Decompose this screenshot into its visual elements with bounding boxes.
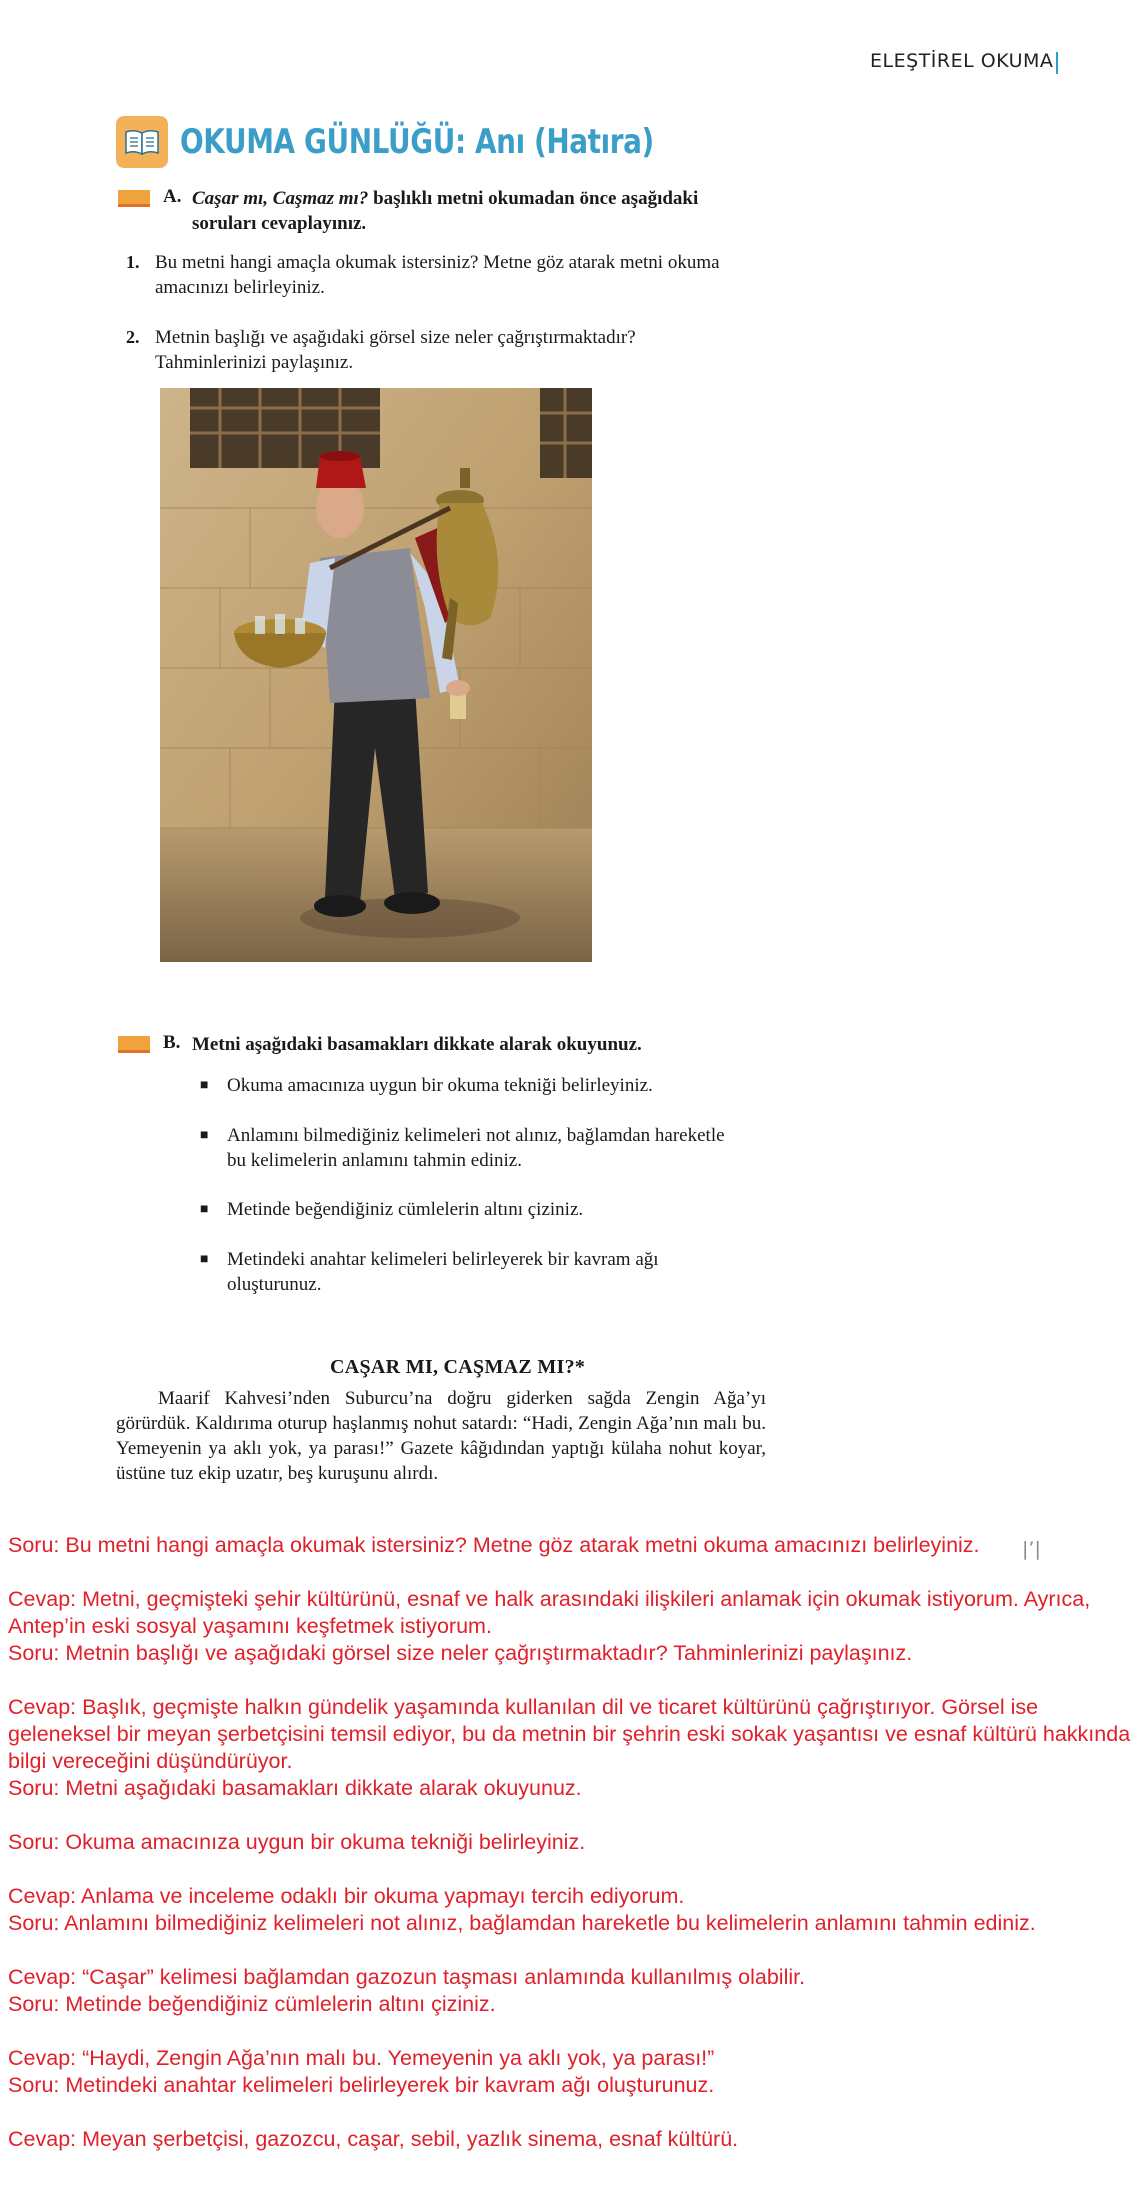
story-title: CAŞAR MI, CAŞMAZ MI?* bbox=[330, 1356, 586, 1378]
answer-text: Cevap: Başlık, geçmişte halkın gündelik yaşamında kullanılan dil ve ticaret kültürünü çağrıştırıyor. Görsel ise geleneksel bir meyan şerbetçisini temsil ediyor, bu da metnin bir şehrin eski sokak yaşantısı ve esnaf kültürü hakkında bilgi vereceğini düşündürüyor. bbox=[8, 1695, 1131, 1773]
book-icon bbox=[116, 116, 168, 168]
bullet-square-icon: ■ bbox=[200, 1252, 209, 1267]
question-number: 2. bbox=[126, 327, 140, 347]
question-line: amacınızı belirleyiniz. bbox=[155, 277, 325, 298]
section-a-text-line2: soruları cevaplayınız. bbox=[192, 213, 367, 234]
answer-question: Soru: Metni aşağıdaki basamakları dikkate alarak okuyunuz. bbox=[8, 1776, 582, 1800]
section-b-instruction: Metni aşağıdaki basamakları dikkate alarak okuyunuz. bbox=[192, 1034, 642, 1055]
bullet-line: Metindeki anahtar kelimeleri belirleyerek bir kavram ağı bbox=[227, 1249, 659, 1270]
bullet-line: Anlamını bilmediğiniz kelimeleri not alınız, bağlamdan hareketle bbox=[227, 1125, 725, 1146]
bullet-square-icon: ■ bbox=[200, 1202, 209, 1217]
vendor-photo bbox=[160, 388, 592, 962]
bullet-item bbox=[227, 1123, 787, 1173]
bullet-item bbox=[227, 1073, 787, 1098]
question-text bbox=[155, 250, 775, 300]
bullet-line: Metinde beğendiğiniz cümlelerin altını çiziniz. bbox=[227, 1199, 584, 1220]
title-row bbox=[116, 116, 758, 168]
running-header: ELEŞTİREL OKUMA bbox=[870, 50, 1054, 72]
answers-block bbox=[8, 1532, 1132, 2153]
section-a-letter: A. bbox=[163, 186, 182, 207]
question-number: 1. bbox=[126, 252, 140, 272]
section-a-text-line1: başlıklı metni okumadan önce aşağıdaki bbox=[368, 188, 699, 209]
question-line: Tahminlerinizi paylaşınız. bbox=[155, 352, 354, 373]
answer-question: Soru: Okuma amacınıza uygun bir okuma tekniği belirleyiniz. bbox=[8, 1830, 586, 1854]
bullet-line: oluşturunuz. bbox=[227, 1274, 322, 1295]
answer-text: Cevap: Metni, geçmişteki şehir kültürünü, esnaf ve halk arasındaki ilişkileri anlamak için okumak istiyorum. Ayrıca, Antep’in eski sosyal yaşamını keşfetmek istiyorum. bbox=[8, 1587, 1091, 1638]
section-a-instruction bbox=[192, 186, 812, 236]
bullet-line: Okuma amacınıza uygun bir okuma tekniği belirleyiniz. bbox=[227, 1075, 653, 1096]
page-title: OKUMA GÜNLÜĞÜ: Anı (Hatıra) bbox=[180, 122, 654, 162]
answer-text: Cevap: “Caşar” kelimesi bağlamdan gazozun taşması anlamında kullanılmış olabilir. bbox=[8, 1965, 806, 1989]
bullet-line: bu kelimelerin anlamını tahmin ediniz. bbox=[227, 1150, 522, 1171]
bullet-square-icon: ■ bbox=[200, 1078, 209, 1093]
section-a-title-italic: Caşar mı, Caşmaz mı? bbox=[192, 188, 369, 209]
answer-text: Cevap: Meyan şerbetçisi, gazozcu, caşar, sebil, yazlık sinema, esnaf kültürü. bbox=[8, 2127, 739, 2151]
answer-question: Soru: Bu metni hangi amaçla okumak istersiniz? Metne göz atarak metni okuma amacınızı belirleyiniz. bbox=[8, 1533, 980, 1557]
page-mark: |’| bbox=[1022, 1538, 1041, 1560]
answer-question: Soru: Metnin başlığı ve aşağıdaki görsel size neler çağrıştırmaktadır? Tahminlerinizi paylaşınız. bbox=[8, 1641, 913, 1665]
header-divider bbox=[1056, 52, 1058, 74]
answer-question: Soru: Metinde beğendiğiniz cümlelerin altını çiziniz. bbox=[8, 1992, 496, 2016]
question-line: Bu metni hangi amaçla okumak istersiniz? Metne göz atarak metni okuma bbox=[155, 252, 720, 273]
answer-text: Cevap: Anlama ve inceleme odaklı bir okuma yapmayı tercih ediyorum. bbox=[8, 1884, 685, 1908]
question-text bbox=[155, 325, 775, 375]
section-marker-icon bbox=[118, 1036, 150, 1053]
section-b-letter: B. bbox=[163, 1032, 181, 1053]
bullet-item bbox=[227, 1197, 787, 1222]
question-line: Metnin başlığı ve aşağıdaki görsel size neler çağrıştırmaktadır? bbox=[155, 327, 636, 348]
answer-text: Cevap: “Haydi, Zengin Ağa’nın malı bu. Yemeyenin ya aklı yok, ya parası!” bbox=[8, 2046, 715, 2070]
section-marker-icon bbox=[118, 190, 150, 207]
story-body: Maarif Kahvesi’nden Suburcu’na doğru giderken sağda Zengin Ağa’yı görürdük. Kaldırıma oturup haşlanmış nohut satardı: “Hadi, Zengin Ağa’nın malı bu. Yemeyenin ya aklı yok, ya parası!” Gazete kâğıdından yaptığı külaha nohut koyar, üstüne tuz ekip uzatır, beş kuruşunu alırdı. bbox=[116, 1388, 766, 1484]
bullet-square-icon: ■ bbox=[200, 1128, 209, 1143]
bullet-item bbox=[227, 1247, 787, 1297]
answer-question: Soru: Metindeki anahtar kelimeleri belirleyerek bir kavram ağı oluşturunuz. bbox=[8, 2073, 715, 2097]
answer-question: Soru: Anlamını bilmediğiniz kelimeleri not alınız, bağlamdan hareketle bu kelimelerin anlamını tahmin ediniz. bbox=[8, 1911, 1036, 1935]
